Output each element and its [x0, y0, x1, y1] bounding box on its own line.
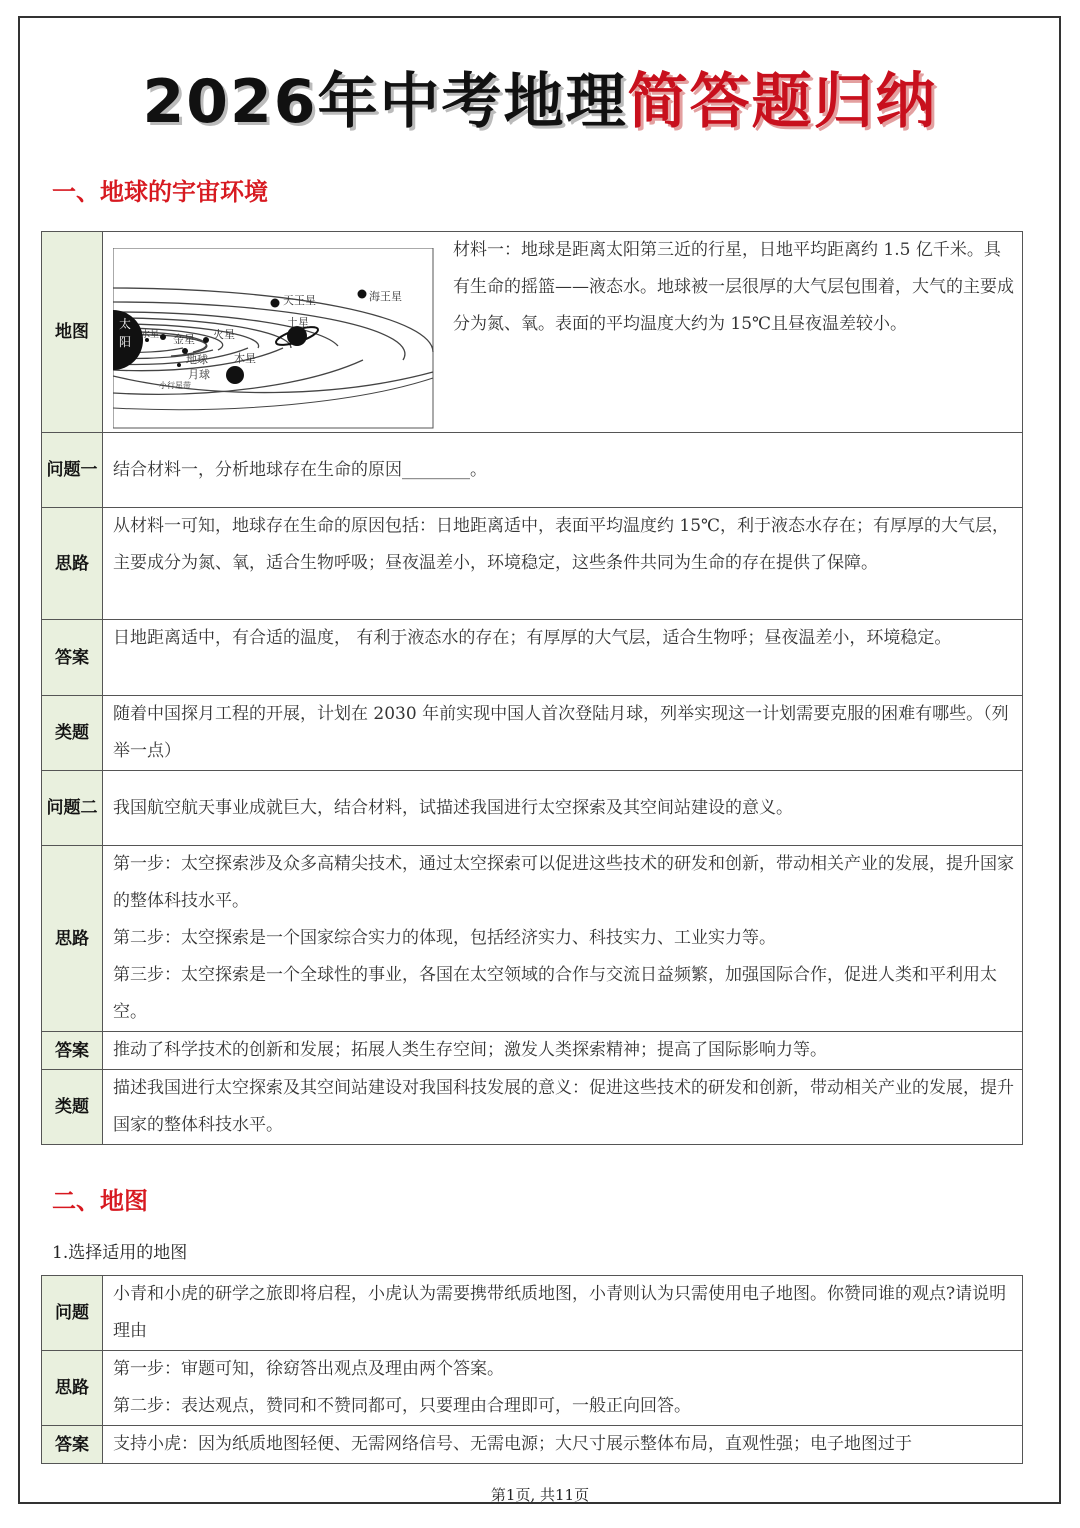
row-text: 从材料一可知，地球存在生命的原因包括：日地距离适中，表面平均温度约 15℃，利于液态水存在；有厚厚的大气层，主要成分为氮、氧，适合生物呼吸；昼夜温差小，环境稳定，这些条件共同为生命的存在提供了保障。 — [103, 508, 1023, 620]
section-heading-1: 一、地球的宇宙环境 — [52, 178, 268, 206]
row-label: 地图 — [42, 232, 103, 433]
subsection-title: 1.选择适用的地图 — [52, 1243, 188, 1263]
row-label: 类题 — [42, 696, 103, 771]
step-text: 第二步：太空探索是一个国家综合实力的体现，包括经济实力、科技实力、工业实力等。 — [113, 928, 776, 948]
row-text: 小青和小虎的研学之旅即将启程，小虎认为需要携带纸质地图，小青则认为只需使用电子地图。你赞同谁的观点?请说明理由 — [103, 1276, 1023, 1351]
page-footer: 第1页, 共11页 — [490, 1486, 590, 1504]
row-label: 思路 — [42, 846, 103, 1032]
row-text: 推动了科学技术的创新和发展；拓展人类生存空间；激发人类探索精神；提高了国际影响力等。 — [103, 1032, 1023, 1070]
table-row — [42, 508, 1023, 620]
row-text: 随着中国探月工程的开展，计划在 2030 年前实现中国人首次登陆月球，列举实现这一计划需要克服的困难有哪些。（列举一点） — [103, 696, 1023, 771]
table-row — [42, 696, 1023, 771]
solar-system-diagram — [113, 248, 435, 430]
row-label: 答案 — [42, 1426, 103, 1464]
planet-label: 海王星 — [369, 290, 402, 303]
table-row — [42, 433, 1023, 508]
table-row — [42, 1276, 1023, 1351]
planet-label: 火星 — [213, 328, 235, 341]
planet-label: 小行星带 — [159, 381, 191, 390]
row-label: 答案 — [42, 620, 103, 696]
step-text: 第一步：审题可知，徐窈答出观点及理由两个答案。 — [113, 1359, 504, 1379]
table-row — [42, 1070, 1023, 1145]
row-label: 思路 — [42, 1351, 103, 1426]
row-label: 答案 — [42, 1032, 103, 1070]
row-text: 描述我国进行太空探索及其空间站建设对我国科技发展的意义：促进这些技术的研发和创新，带动相关产业的发展，提升国家的整体科技水平。 — [103, 1070, 1023, 1145]
sun-label-1: 太 — [119, 317, 132, 331]
sun-label-2: 阳 — [119, 335, 132, 349]
qa-table-1 — [41, 231, 1023, 1145]
table-row — [42, 1351, 1023, 1426]
material-text: 材料一：地球是距离太阳第三近的行星，日地平均距离约 1.5 亿千米。具有生命的摇篮——液态水。地球被一层很厚的大气层包围着，大气的主要成分为氮、氧。表面的平均温度大约为 15℃且昼夜温差较小。 — [453, 240, 1014, 334]
step-text: 第三步：太空探索是一个全球性的事业，各国在太空领域的合作与交流日益频繁，加强国际合作，促进人类和平利用太空。 — [113, 965, 997, 1022]
table-row — [42, 1426, 1023, 1464]
row-text: 日地距离适中，有合适的温度， 有利于液态水的存在；有厚厚的大气层，适合生物呼；昼夜温差小，环境稳定。 — [103, 620, 1023, 696]
planet-label: 月球 — [188, 368, 210, 381]
table-row — [42, 771, 1023, 846]
row-label: 类题 — [42, 1070, 103, 1145]
row-label: 问题 — [42, 1276, 103, 1351]
row-text: 支持小虎：因为纸质地图轻便、无需网络信号、无需电源；大尺寸展示整体布局，直观性强；电子地图过于 — [103, 1426, 1023, 1464]
row-text: 结合材料一，分析地球存在生命的原因________。 — [103, 433, 1023, 508]
table-row — [42, 620, 1023, 696]
table-row — [42, 1032, 1023, 1070]
map-cell — [103, 232, 1023, 433]
title-black-part: 2026年中考地理 — [142, 67, 628, 137]
table-row — [42, 232, 1023, 433]
page-title — [0, 62, 1080, 142]
row-text — [103, 1351, 1023, 1426]
section-heading-2: 二、地图 — [52, 1187, 148, 1215]
planet-label: 木星 — [234, 352, 256, 365]
row-label: 问题一 — [42, 433, 103, 508]
planet-label: 土星 — [287, 316, 309, 329]
table-row — [42, 846, 1023, 1032]
row-label: 思路 — [42, 508, 103, 620]
planet-label: 天王星 — [283, 294, 316, 307]
step-text: 第二步：表达观点，赞同和不赞同都可，只要理由合理即可，一般正向回答。 — [113, 1396, 691, 1416]
row-label: 问题二 — [42, 771, 103, 846]
title-red-part: 简答题归纳 — [627, 67, 938, 137]
planet-label: 水星 — [141, 330, 160, 340]
row-text: 我国航空航天事业成就巨大，结合材料，试描述我国进行太空探索及其空间站建设的意义。 — [103, 771, 1023, 846]
qa-table-2 — [41, 1275, 1023, 1464]
row-text — [103, 846, 1023, 1032]
planet-label: 金星 — [173, 333, 195, 346]
step-text: 第一步：太空探索涉及众多高精尖技术，通过太空探索可以促进这些技术的研发和创新，带动相关产业的发展，提升国家的整体科技水平。 — [113, 854, 1014, 911]
planet-label: 地球 — [186, 353, 208, 366]
